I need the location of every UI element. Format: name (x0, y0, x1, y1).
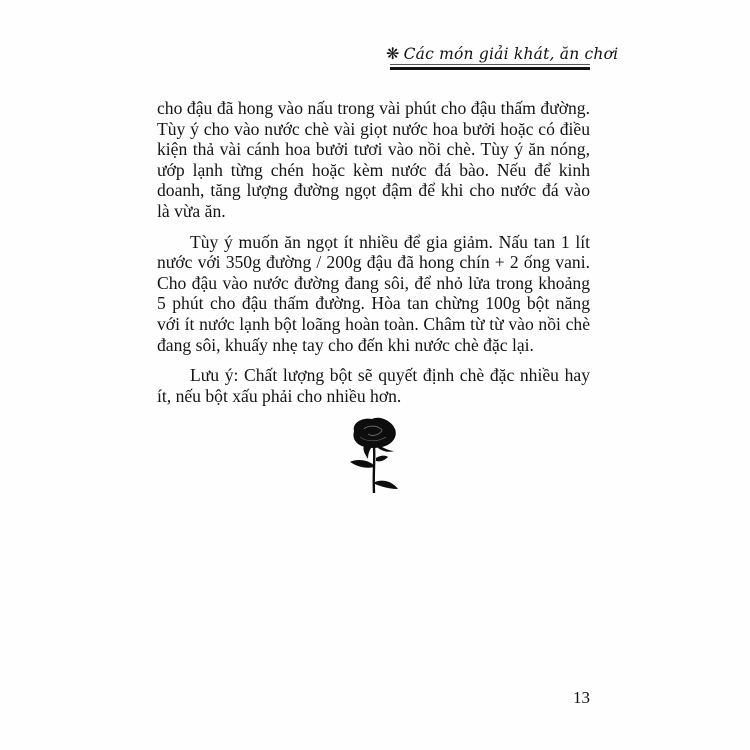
page-number: 13 (573, 688, 590, 707)
asterisk-ornament-icon: ❋ (386, 44, 400, 63)
header-rule (390, 67, 590, 70)
paragraph-3: Lưu ý: Chất lượng bột sẽ quyết định chè đặc nhiều hay ít, nếu bột xấu phải cho nhiều hơn. (157, 365, 590, 406)
chapter-title: Các món giải khát, ăn chơi (403, 45, 619, 63)
rose-icon (340, 415, 410, 497)
header-rule-thin (390, 64, 590, 65)
body-text (157, 98, 590, 416)
paragraph-2: Tùy ý muốn ăn ngọt ít nhiều để gia giảm. Nấu tan 1 lít nước với 350g đường / 200g đậu đã hong chín + 2 ống vani. Cho đậu vào nước đường đang sôi, để nhỏ lửa trong khoảng 5 phút cho đậu thấm đường. Hòa tan chừng 100g bột năng với ít nước lạnh bột loãng hoàn toàn. Châm từ từ vào nồi chè đang sôi, khuấy nhẹ tay cho đến khi nước chè đặc lại. (157, 231, 590, 355)
running-header (386, 44, 619, 63)
paragraph-1: cho đậu đã hong vào nấu trong vài phút cho đậu thấm đường. Tùy ý cho vào nước chè vài giọt nước hoa bưởi hoặc có điều kiện thả vài cánh hoa bưởi tươi vào nồi chè. Tùy ý ăn nóng, ướp lạnh từng chén hoặc kèm nước đá bào. Nếu để kinh doanh, tăng lượng đường ngọt đậm để khi cho nước đá vào là vừa ăn. (157, 98, 590, 221)
